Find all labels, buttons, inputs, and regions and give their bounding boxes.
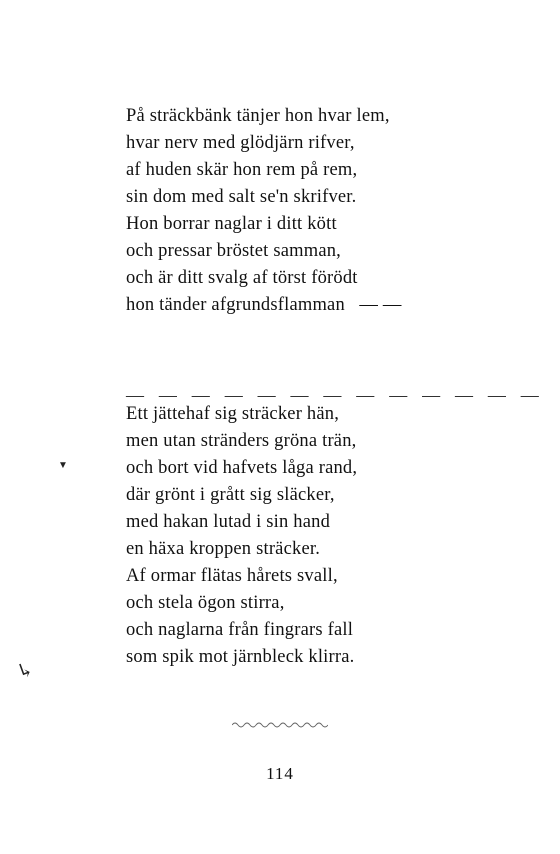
verse-line: hon tänder afgrundsflamman — — bbox=[126, 295, 402, 315]
margin-speck-mark: ▼ bbox=[58, 460, 68, 471]
verse-line: och pressar bröstet samman, bbox=[126, 241, 342, 261]
verse-line: som spik mot järnbleck klirra. bbox=[126, 647, 355, 667]
verse-line: sin dom med salt se'n skrifver. bbox=[126, 187, 357, 207]
stanza-2 bbox=[126, 401, 357, 671]
dash-separator: — — — — — — — — — — — — — bbox=[126, 385, 544, 405]
verse-line: På sträckbänk tänjer hon hvar lem, bbox=[126, 106, 390, 126]
verse-line: och bort vid hafvets låga rand, bbox=[126, 458, 358, 478]
verse-line: och naglarna från fingrars fall bbox=[126, 620, 354, 640]
verse-line: hvar nerv med glödjärn rifver, bbox=[126, 133, 355, 153]
wavy-ornament bbox=[232, 720, 328, 730]
verse-line: och stela ögon stirra, bbox=[126, 593, 285, 613]
verse-line: Hon borrar naglar i ditt kött bbox=[126, 214, 337, 234]
verse-line: där grönt i grått sig släcker, bbox=[126, 485, 335, 505]
verse-line: men utan stränders gröna trän, bbox=[126, 431, 357, 451]
verse-line: och är ditt svalg af törst förödt bbox=[126, 268, 358, 288]
page-number: 114 bbox=[266, 764, 294, 783]
verse-line: af huden skär hon rem på rem, bbox=[126, 160, 358, 180]
stanza-1 bbox=[126, 103, 402, 319]
margin-ink-mark: ↳ bbox=[13, 657, 38, 685]
verse-line: Af ormar flätas hårets svall, bbox=[126, 566, 338, 586]
verse-line: med hakan lutad i sin hand bbox=[126, 512, 331, 532]
verse-line: Ett jättehaf sig sträcker hän, bbox=[126, 404, 340, 424]
verse-line: en häxa kroppen sträcker. bbox=[126, 539, 321, 559]
